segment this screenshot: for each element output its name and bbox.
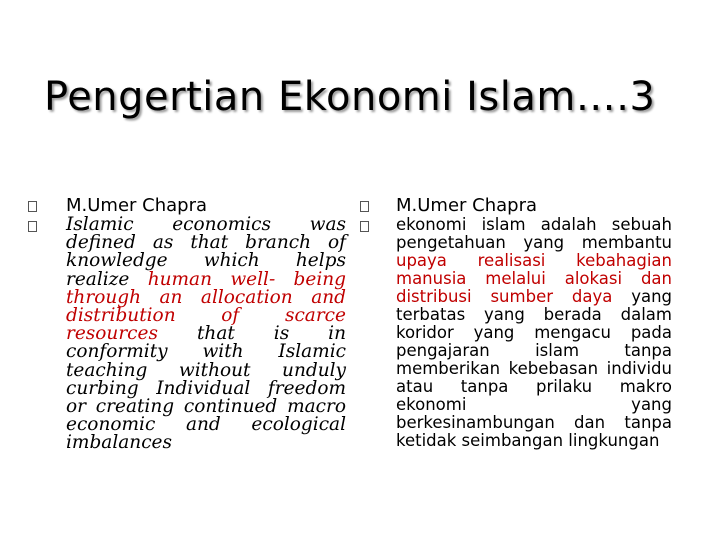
right-column (360, 196, 672, 450)
left-column (28, 196, 346, 453)
right-highlight: upaya realisasi kebahagian manusia melalui alokasi dan distribusi sumber daya (396, 251, 672, 306)
left-author: M.Umer Chapra (66, 195, 208, 216)
left-bullet-1 (28, 196, 346, 216)
left-text-a: Islamic economics was defined as that branch of knowledge which helps realize (66, 214, 346, 290)
bullet-icon (360, 221, 369, 232)
bullet-icon (28, 201, 37, 212)
right-text-c: yang terbatas yang berada dalam koridor yang mengacu pada pengajaran islam tanpa memberikan kebebasan individu atau tanpa prilaku makro ekonomi yang berkesinambungan dan tanpa ketidak seimbangan lingkungan (396, 287, 672, 450)
bullet-icon (28, 221, 37, 232)
right-text-a: ekonomi islam adalah sebuah pengetahuan yang membantu (396, 215, 672, 252)
right-author: M.Umer Chapra (396, 195, 538, 216)
left-definition (66, 216, 346, 453)
left-highlight: human well- being through an allocation and distribution of scarce resources (66, 268, 346, 345)
right-bullet-1 (360, 196, 672, 216)
left-bullet-2 (28, 216, 346, 453)
slide-title: Pengertian Ekonomi Islam….3 (44, 74, 656, 120)
bullet-icon (360, 201, 369, 212)
right-bullet-2 (360, 216, 672, 450)
right-definition (396, 216, 672, 450)
left-text-c: that is in conformity with Islamic teaching without unduly curbing Individual freedom or creating continued macro economic and ecological imbalances (66, 323, 346, 454)
